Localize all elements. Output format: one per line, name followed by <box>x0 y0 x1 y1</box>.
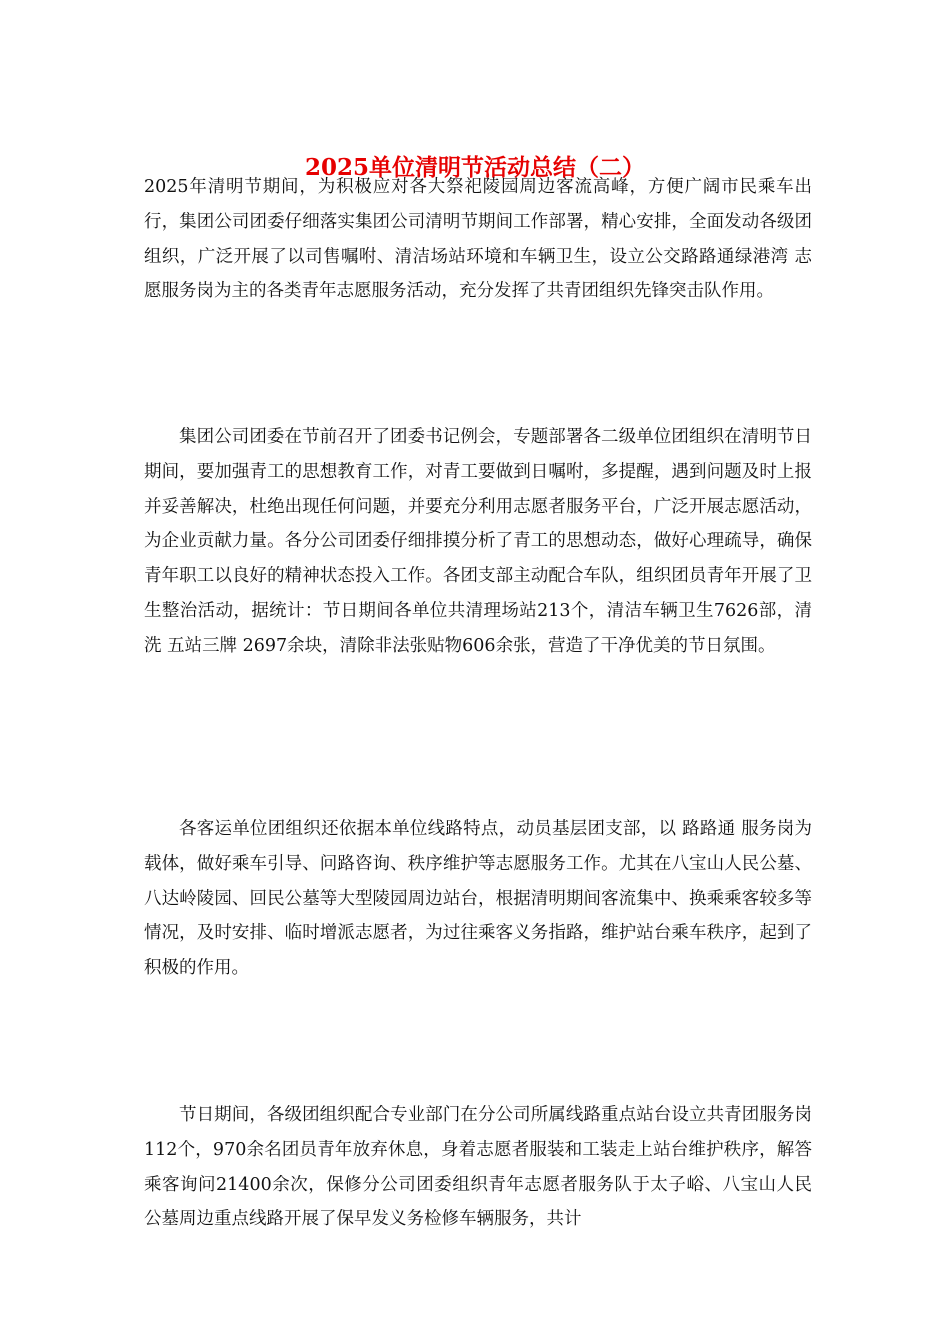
paragraph-1: 2025年清明节期间，为积极应对各大祭祀陵园周边客流高峰，方便广阔市民乘车出行，集团公司团委仔细落实集团公司清明节期间工作部署，精心安排，全面发动各级团组织，广泛开展了以司售嘱咐、清洁场站环境和车辆卫生，设立公交路路通绿港湾 志愿服务岗为主的各类青年志愿服务活动，充分发挥了共青团组织先锋突击队作用。 <box>144 177 812 302</box>
paragraph-4: 节日期间，各级团组织配合专业部门在分公司所属线路重点站台设立共青团服务岗112个，970余名团员青年放弃休息，身着志愿者服装和工装走上站台维护秩序，解答乘客询问21400余次，保修分公司团委组织青年志愿者服务队于太子峪、八宝山人民公墓周边重点线路开展了保早发义务检修车辆服务，共计 <box>144 1105 812 1230</box>
paragraph-3: 各客运单位团组织还依据本单位线路特点，动员基层团支部，以 路路通 服务岗为载体，做好乘车引导、问路咨询、秩序维护等志愿服务工作。尤其在八宝山人民公墓、八达岭陵园、回民公墓等大型陵园周边站台，根据清明期间客流集中、换乘乘客较多等情况，及时安排、临时增派志愿者，为过往乘客义务指路，维护站台乘车秩序，起到了积极的作用。 <box>144 819 812 979</box>
paragraph-2: 集团公司团委在节前召开了团委书记例会，专题部署各二级单位团组织在清明节日期间，要加强青工的思想教育工作，对青工要做到日嘱咐，多提醒，遇到问题及时上报并妥善解决，杜绝出现任何问题，并要充分利用志愿者服务平台，广泛开展志愿活动，为企业贡献力量。各分公司团委仔细排摸分析了青工的思想动态，做好心理疏导，确保青年职工以良好的精神状态投入工作。各团支部主动配合车队，组织团员青年开展了卫生整治活动，据统计：节日期间各单位共清理场站213个，清洁车辆卫生7626部，清洗 五站三牌 2697余块，清除非法张贴物606余张，营造了干净优美的节日氛围。 <box>144 427 812 656</box>
document-title: 2025单位清明节活动总结（二） <box>304 154 645 181</box>
